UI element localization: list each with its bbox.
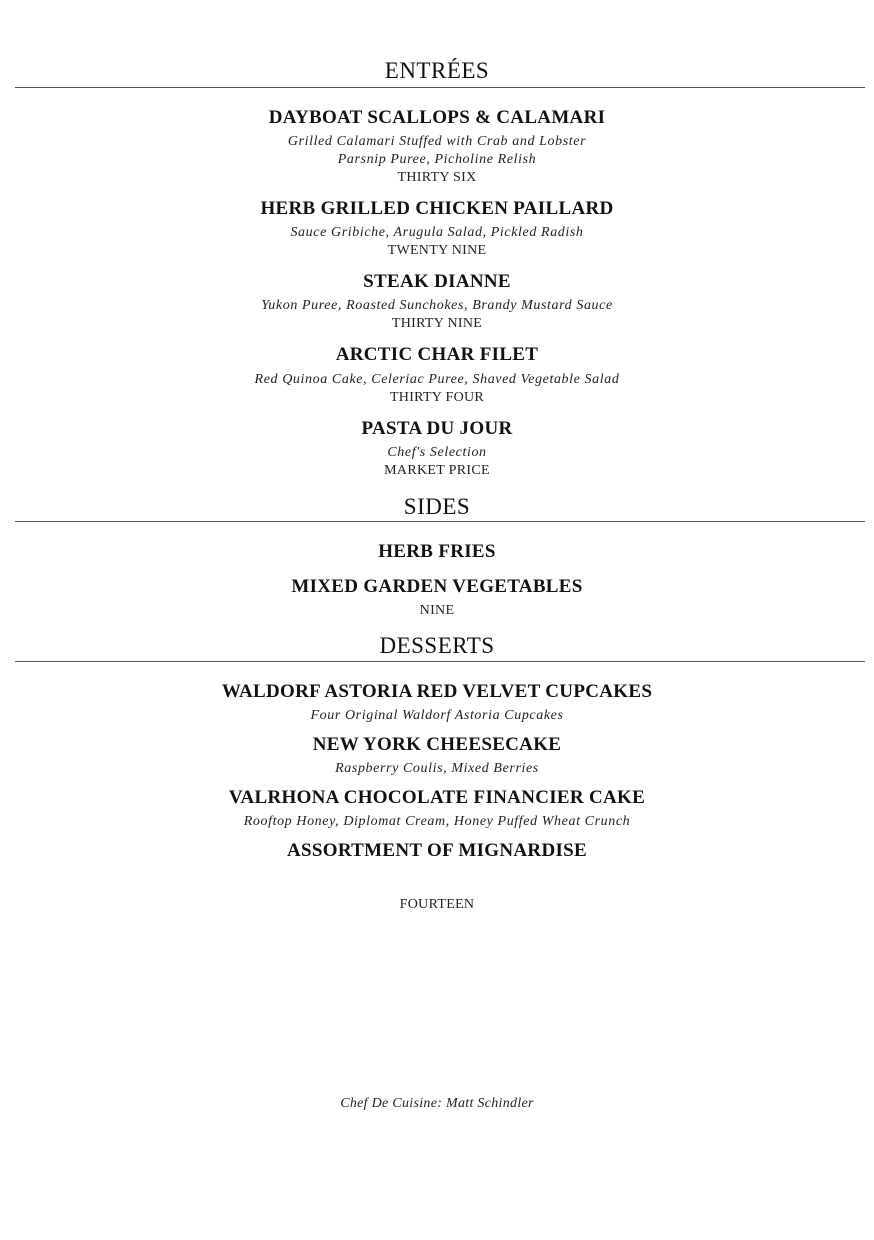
entree-price: MARKET PRICE bbox=[384, 463, 490, 478]
entree-name: PASTA DU JOUR bbox=[361, 418, 513, 439]
entree-name: STEAK DIANNE bbox=[363, 271, 511, 292]
entree-price: THIRTY NINE bbox=[391, 316, 483, 331]
dessert-description: Four Original Waldorf Astoria Cupcakes bbox=[310, 708, 564, 723]
entree-description: Sauce Gribiche, Arugula Salad, Pickled Radish bbox=[290, 225, 584, 240]
sides-section-title: SIDES bbox=[403, 494, 471, 519]
chef-credit: Chef De Cuisine: Matt Schindler bbox=[340, 1096, 534, 1111]
entree-name: HERB GRILLED CHICKEN PAILLARD bbox=[260, 198, 614, 219]
sides-price: NINE bbox=[419, 603, 455, 618]
desserts-divider bbox=[15, 661, 865, 662]
entree-description: Red Quinoa Cake, Celeriac Puree, Shaved Vegetable Salad bbox=[254, 372, 620, 387]
dessert-name: NEW YORK CHEESECAKE bbox=[312, 734, 562, 755]
entrees-divider bbox=[15, 87, 865, 88]
dessert-name: VALRHONA CHOCOLATE FINANCIER CAKE bbox=[228, 787, 646, 808]
entree-price: THIRTY FOUR bbox=[389, 390, 485, 405]
side-name: HERB FRIES bbox=[378, 541, 496, 562]
side-name: MIXED GARDEN VEGETABLES bbox=[291, 576, 583, 597]
sides-divider bbox=[15, 521, 865, 522]
entree-description: Parsnip Puree, Picholine Relish bbox=[337, 152, 537, 167]
entree-name: ARCTIC CHAR FILET bbox=[335, 344, 539, 365]
entree-name: DAYBOAT SCALLOPS & CALAMARI bbox=[268, 107, 606, 128]
entree-price: TWENTY NINE bbox=[387, 243, 487, 258]
entree-description: Yukon Puree, Roasted Sunchokes, Brandy Mustard Sauce bbox=[261, 298, 613, 313]
desserts-section-title: DESSERTS bbox=[379, 633, 495, 658]
desserts-price: FOURTEEN bbox=[399, 897, 475, 912]
entree-description: Chef's Selection bbox=[387, 445, 487, 460]
dessert-name: WALDORF ASTORIA RED VELVET CUPCAKES bbox=[221, 681, 653, 702]
dessert-description: Rooftop Honey, Diplomat Cream, Honey Puffed Wheat Crunch bbox=[243, 814, 631, 829]
dessert-description: Raspberry Coulis, Mixed Berries bbox=[335, 761, 539, 776]
entree-description: Grilled Calamari Stuffed with Crab and Lobster bbox=[287, 134, 587, 149]
entree-price: THIRTY SIX bbox=[397, 170, 477, 185]
dessert-name: ASSORTMENT OF MIGNARDISE bbox=[286, 840, 588, 861]
entrees-section-title: ENTRÉES bbox=[384, 58, 490, 83]
